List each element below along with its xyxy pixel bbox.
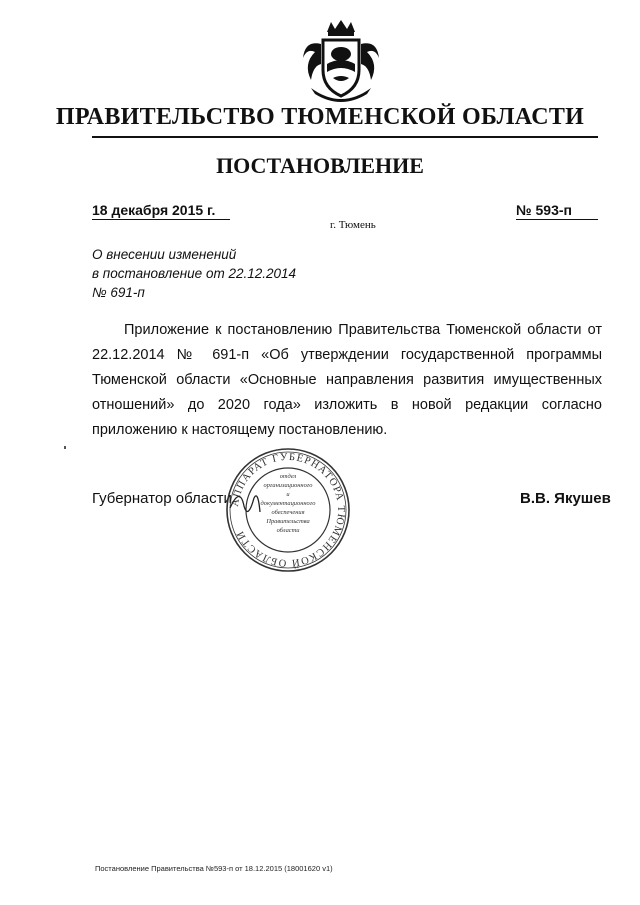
seal-center-line: обеспечения [271,509,305,516]
seal-center-line: и [286,491,290,498]
document-number: № 593-п [516,202,598,220]
subject-line: № 691-п [92,285,145,300]
coat-of-arms-icon [297,18,385,106]
seal-center-line: организационного [263,482,313,489]
signer-name: В.В. Якушев [520,490,611,507]
body-paragraph: Приложение к постановлению Правительства Тюменской области от 22.12.2014 № 691-п «Об утверждении государственной программы Тюменской области «Основные направления развития имущественных отношений» до 2020 года» изложить в новой редакции согласно приложению к настоящему постановлению. [92,322,602,438]
seal-center-line: документационного [260,500,316,507]
seal-center-line: отдел [279,473,297,480]
seal-center-line: Правительства [266,518,310,525]
organization-title: ПРАВИТЕЛЬСТВО ТЮМЕНСКОЙ ОБЛАСТИ [55,104,585,130]
subject-line: в постановление от 22.12.2014 [92,266,297,281]
signer-title: Губернатор области [92,490,232,507]
subject-line: О внесении изменений [92,247,237,262]
official-seal-icon [224,446,352,574]
document-subject [92,245,296,302]
document-type-heading: ПОСТАНОВЛЕНИЕ [216,153,424,178]
header-rule [92,136,598,138]
seal-ring-text: АППАРАТ ГУБЕРНАТОРА ТЮМЕНСКОЙ ОБЛАСТИ [229,451,347,569]
document-date: 18 декабря 2015 г. [92,202,230,220]
scan-speck [64,446,66,449]
footer-reference: Постановление Правительства №593-п от 18.12.2015 (18001620 v1) [95,864,333,873]
document-city: г. Тюмень [330,219,376,231]
seal-center-line: области [276,527,300,534]
